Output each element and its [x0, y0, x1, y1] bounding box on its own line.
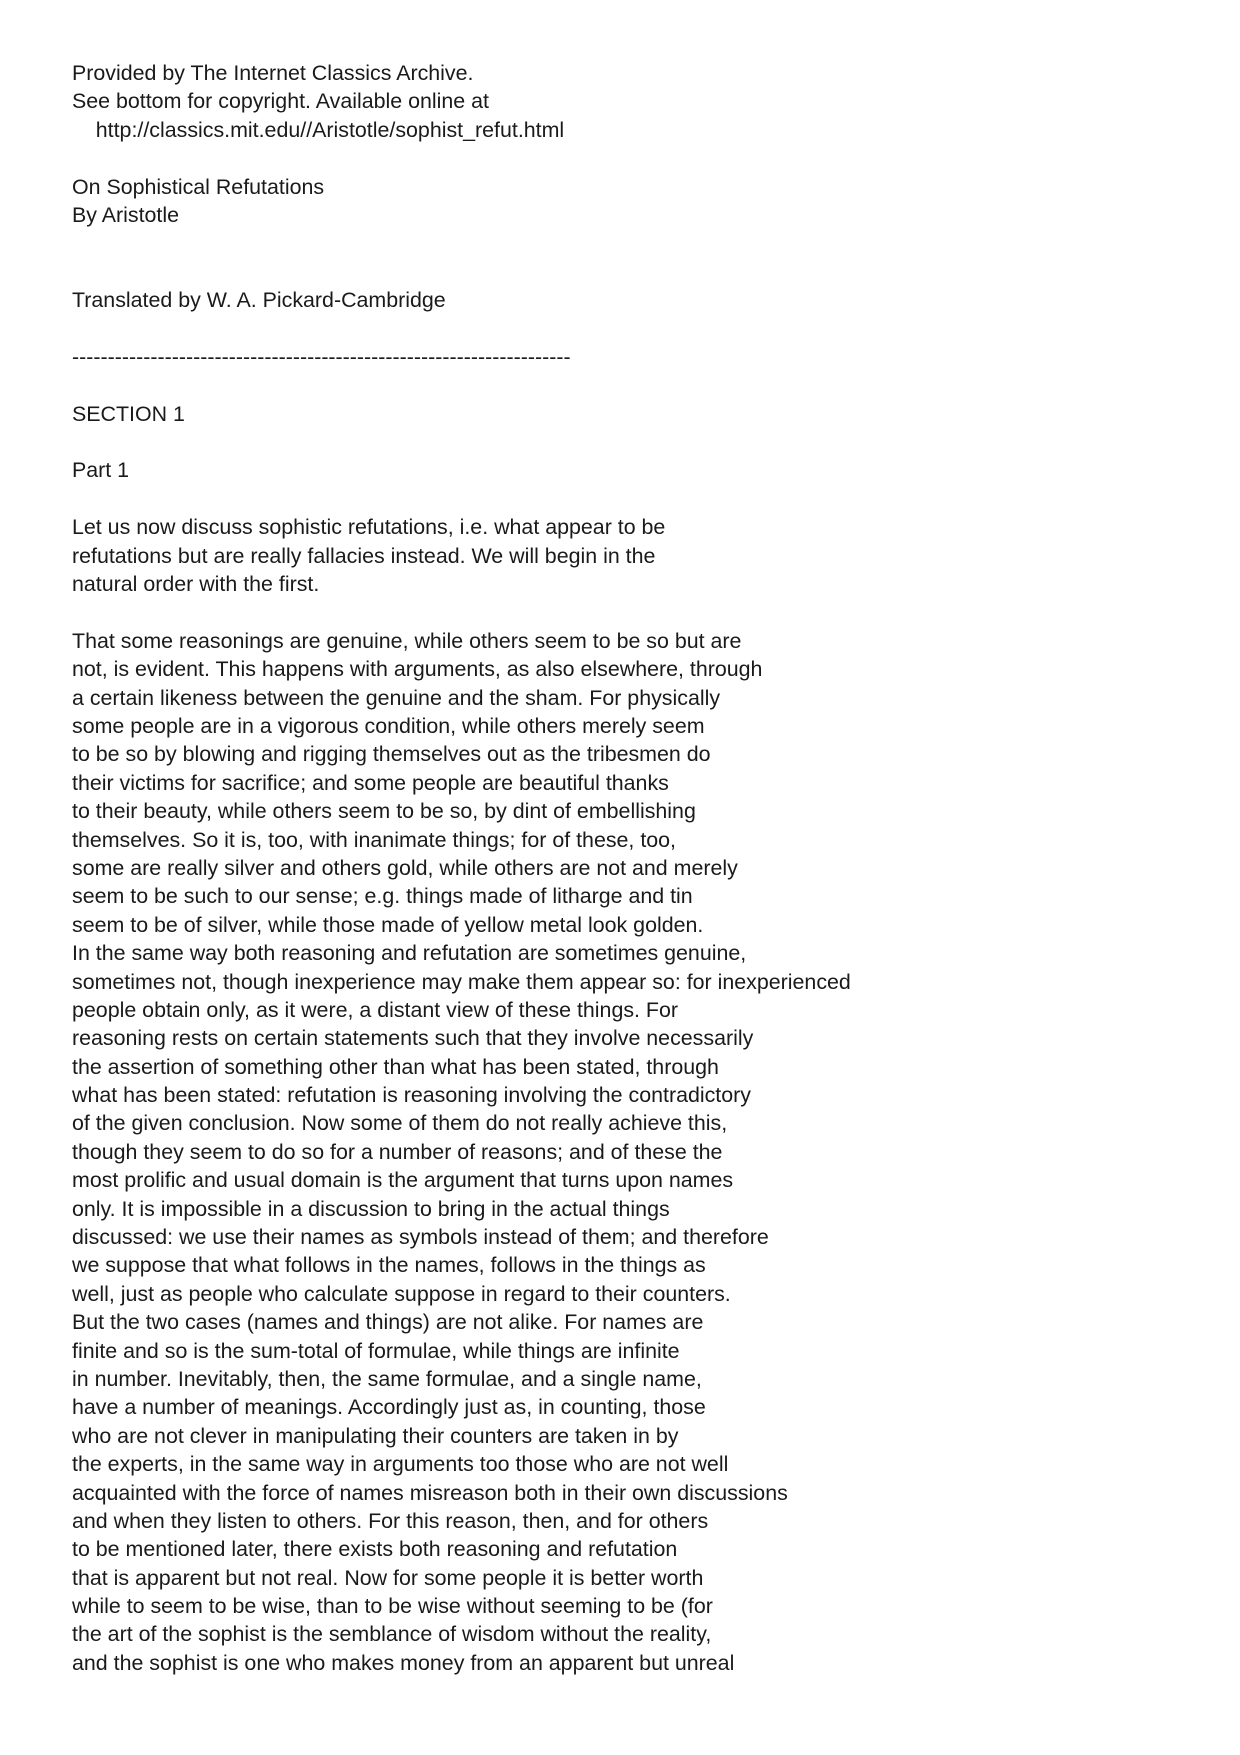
text-line: finite and so is the sum-total of formulae, while things are infinite: [72, 1338, 680, 1363]
text-line: though they seem to do so for a number of reasons; and of these the: [72, 1139, 723, 1164]
spacer: [72, 371, 1192, 399]
copyright-note-line: See bottom for copyright. Available online at: [72, 89, 489, 114]
paragraph-2: [72, 627, 1192, 1677]
text-line: the art of the sophist is the semblance of wisdom without the reality,: [72, 1622, 712, 1647]
text-line: some people are in a vigorous condition, while others merely seem: [72, 713, 705, 738]
spacer: [72, 144, 1192, 172]
text-line: sometimes not, though inexperience may make them appear so: for inexperienced: [72, 969, 851, 994]
text-line: Let us now discuss sophistic refutations, i.e. what appear to be: [72, 515, 666, 540]
text-line: seem to be of silver, while those made of yellow metal look golden.: [72, 912, 704, 937]
text-line: to their beauty, while others seem to be so, by dint of embellishing: [72, 799, 696, 824]
text-line: in number. Inevitably, then, the same formulae, and a single name,: [72, 1366, 702, 1391]
paragraph-1: [72, 513, 1192, 598]
text-line: that is apparent but not real. Now for some people it is better worth: [72, 1565, 704, 1590]
spacer: [72, 258, 1192, 286]
text-line: people obtain only, as it were, a distant view of these things. For: [72, 997, 679, 1022]
spacer: [72, 315, 1192, 343]
text-line: acquainted with the force of names misreason both in their own discussions: [72, 1480, 788, 1505]
text-line: a certain likeness between the genuine and the sham. For physically: [72, 685, 721, 710]
document-title: On Sophistical Refutations: [72, 174, 325, 199]
text-line: some are really silver and others gold, while others are not and merely: [72, 855, 738, 880]
text-line: seem to be such to our sense; e.g. things made of litharge and tin: [72, 884, 693, 909]
text-line: reasoning rests on certain statements such that they involve necessarily: [72, 1026, 754, 1051]
text-line: discussed: we use their names as symbols instead of them; and therefore: [72, 1225, 769, 1250]
part-heading: Part 1: [72, 458, 130, 483]
spacer: [72, 229, 1192, 257]
divider-line: ----------------------------------------------------------------------: [72, 344, 571, 369]
spacer: [72, 485, 1192, 513]
document-page: [72, 59, 1192, 1677]
text-line: we suppose that what follows in the names, follows in the things as: [72, 1253, 706, 1278]
document-author: By Aristotle: [72, 202, 179, 227]
text-line: and when they listen to others. For this reason, then, and for others: [72, 1508, 709, 1533]
text-line: while to seem to be wise, than to be wise without seeming to be (for: [72, 1594, 713, 1619]
text-line: natural order with the first.: [72, 572, 320, 597]
text-line: most prolific and usual domain is the argument that turns upon names: [72, 1168, 734, 1193]
text-line: of the given conclusion. Now some of them do not really achieve this,: [72, 1111, 728, 1136]
text-line: who are not clever in manipulating their counters are taken in by: [72, 1423, 679, 1448]
text-line: to be so by blowing and rigging themselves out as the tribesmen do: [72, 742, 711, 767]
text-line: not, is evident. This happens with arguments, as also elsewhere, through: [72, 657, 763, 682]
text-line: well, just as people who calculate suppose in regard to their counters.: [72, 1281, 731, 1306]
text-line: and the sophist is one who makes money from an apparent but unreal: [72, 1650, 735, 1675]
text-line: have a number of meanings. Accordingly just as, in counting, those: [72, 1395, 706, 1420]
text-line: But the two cases (names and things) are not alike. For names are: [72, 1310, 704, 1335]
text-line: their victims for sacrifice; and some people are beautiful thanks: [72, 770, 669, 795]
text-line: to be mentioned later, there exists both reasoning and refutation: [72, 1537, 678, 1562]
text-line: the assertion of something other than what has been stated, through: [72, 1054, 719, 1079]
text-line: refutations but are really fallacies instead. We will begin in the: [72, 543, 656, 568]
text-line: what has been stated: refutation is reasoning involving the contradictory: [72, 1083, 751, 1108]
spacer: [72, 598, 1192, 626]
spacer: [72, 428, 1192, 456]
text-line: In the same way both reasoning and refutation are sometimes genuine,: [72, 941, 747, 966]
source-url: http://classics.mit.edu//Aristotle/sophist_refut.html: [72, 117, 565, 142]
section-heading: SECTION 1: [72, 401, 185, 426]
text-line: the experts, in the same way in arguments too those who are not well: [72, 1452, 729, 1477]
text-line: That some reasonings are genuine, while others seem to be so but are: [72, 628, 742, 653]
translator-line: Translated by W. A. Pickard-Cambridge: [72, 288, 446, 313]
provider-line: Provided by The Internet Classics Archive.: [72, 61, 474, 85]
text-line: only. It is impossible in a discussion to bring in the actual things: [72, 1196, 670, 1221]
text-line: themselves. So it is, too, with inanimate things; for of these, too,: [72, 827, 676, 852]
